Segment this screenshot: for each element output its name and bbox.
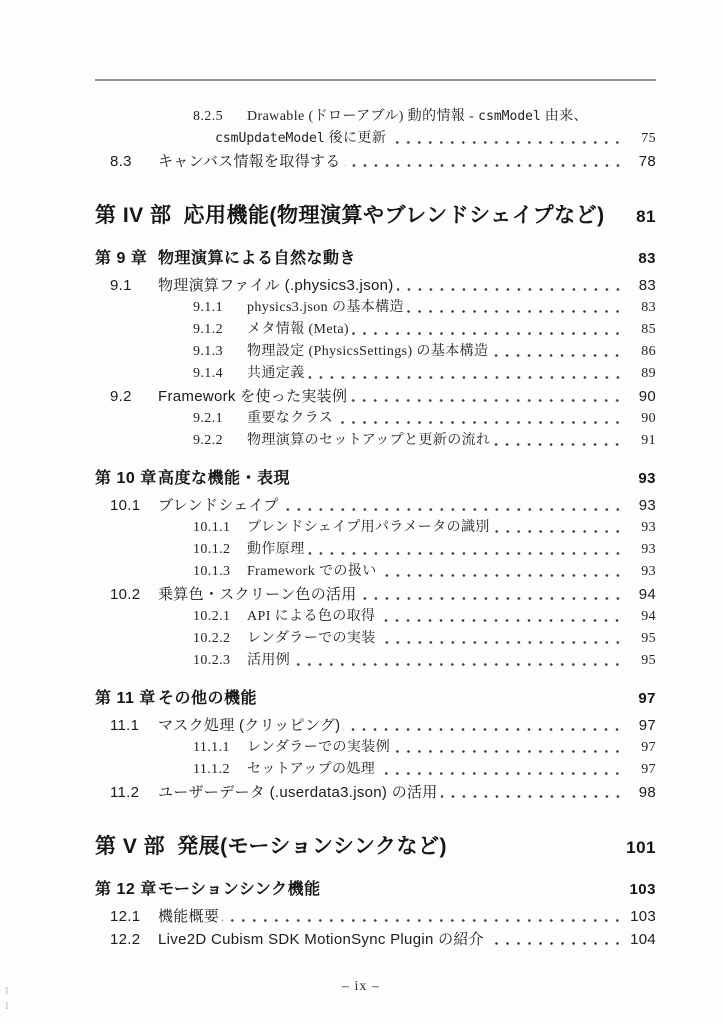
entry-number: 9.1 — [110, 277, 132, 294]
entry-page-number: 85 — [641, 322, 656, 337]
dot-leader — [359, 248, 625, 270]
entry-title: Framework を使った実装例 — [158, 388, 348, 405]
entry-title: レンダラーでの実装 — [247, 631, 376, 646]
entry-page-number: 103 — [630, 908, 656, 925]
entry-page-number: 103 — [629, 881, 656, 898]
toc-entry — [95, 385, 656, 408]
code-text: csmModel — [478, 109, 541, 124]
entry-number: 第 10 章 — [95, 470, 157, 487]
entry-number: 9.1.4 — [193, 366, 223, 381]
entry-title: 物理演算による自然な動き — [158, 250, 357, 267]
entry-number: 11.1.2 — [193, 762, 230, 777]
entry-page-number: 93 — [638, 497, 656, 514]
entry-number: 8.2.5 — [193, 109, 223, 124]
dot-leader — [344, 150, 625, 173]
entry-number: 9.1.1 — [193, 300, 223, 315]
entry-title — [215, 128, 386, 150]
scan-artifact: 1 — [4, 1000, 10, 1012]
entry-page-number: 90 — [638, 388, 656, 405]
toc-entry — [95, 688, 656, 710]
entry-title: ユーザーデータ (.userdata3.json) の活用 — [158, 784, 438, 801]
entry-number: 9.2.1 — [193, 411, 223, 426]
entry-page-number: 89 — [641, 366, 656, 381]
entry-title: 応用機能(物理演算やブレンドシェイプなど) — [183, 204, 605, 227]
entry-title: レンダラーでの実装例 — [247, 740, 391, 755]
entry-number: 11.1 — [110, 717, 140, 734]
dot-leader — [397, 274, 625, 297]
entry-number: 第 11 章 — [95, 690, 156, 707]
plain-text: 後に更新 — [324, 131, 387, 146]
dot-leader — [293, 468, 625, 490]
toc-entry — [95, 408, 656, 430]
toc-entry — [95, 628, 656, 650]
dot-leader — [487, 928, 625, 951]
toc-entry — [95, 341, 656, 363]
dot-leader — [491, 341, 625, 363]
toc-entry — [95, 128, 656, 150]
dot-leader — [336, 408, 625, 430]
entry-title: 重要なクラス — [247, 411, 333, 426]
entry-page-number: 78 — [638, 153, 656, 170]
entry-page-number: 94 — [638, 586, 656, 603]
dot-leader — [493, 517, 625, 539]
entry-title: 発展(モーションシンクなど) — [177, 835, 448, 858]
entry-title: Framework での扱い — [247, 564, 377, 579]
toc-entry — [95, 494, 656, 517]
entry-page-number: 101 — [626, 838, 656, 857]
entry-number: 10.1.2 — [193, 542, 231, 557]
plain-text: 由来、 — [540, 109, 588, 124]
entry-title: physics3.json の基本構造 — [247, 300, 404, 315]
entry-title: マスク処理 (クリッピング) — [158, 717, 341, 734]
entry-page-number: 97 — [638, 690, 656, 707]
toc-entry — [95, 517, 656, 539]
dot-leader — [324, 879, 625, 901]
entry-title: 活用例 — [247, 653, 291, 668]
dot-leader — [260, 688, 625, 710]
toc-entry — [95, 905, 656, 928]
entry-page-number: 95 — [641, 631, 656, 646]
toc-entry — [95, 561, 656, 583]
entry-number: 10.2 — [110, 586, 141, 603]
entry-number: 12.2 — [110, 931, 141, 948]
dot-leader — [343, 714, 625, 737]
dot-leader — [450, 832, 623, 863]
dot-leader — [389, 128, 625, 150]
entry-title: 共通定義 — [247, 366, 305, 381]
header-rule — [95, 79, 656, 81]
entry-title: セットアップの処理 — [247, 762, 376, 777]
entry-number: 12.1 — [110, 908, 141, 925]
toc-entry — [95, 106, 656, 128]
dot-leader — [352, 319, 625, 341]
entry-page-number: 97 — [641, 740, 656, 755]
entry-page-number: 83 — [638, 250, 656, 267]
dot-leader — [378, 606, 625, 628]
toc-entry — [95, 363, 656, 385]
entry-number: 9.2.2 — [193, 433, 223, 448]
page-number-footer: – ix – — [342, 979, 380, 994]
dot-leader — [378, 759, 625, 781]
toc-entry — [95, 650, 656, 672]
toc-entry — [95, 583, 656, 606]
toc-entry — [95, 201, 656, 232]
dot-leader — [380, 561, 625, 583]
entry-page-number: 93 — [641, 520, 656, 535]
entry-title: 物理設定 (PhysicsSettings) の基本構造 — [247, 344, 489, 359]
entry-number: 8.3 — [110, 153, 132, 170]
entry-title: ブレンドシェイプ — [158, 497, 279, 514]
dot-leader — [293, 650, 625, 672]
entry-page-number: 104 — [630, 931, 656, 948]
toc-entry — [95, 274, 656, 297]
entry-page-number: 83 — [641, 300, 656, 315]
entry-number: 9.1.2 — [193, 322, 223, 337]
entry-title: キャンバス情報を取得する — [158, 153, 341, 170]
entry-title: モーションシンク機能 — [158, 881, 321, 898]
entry-number: 9.2 — [110, 388, 132, 405]
entry-title: 機能概要 — [158, 908, 220, 925]
entry-number: 第 12 章 — [95, 881, 157, 898]
dot-leader — [282, 494, 625, 517]
entry-title: メタ情報 (Meta) — [247, 322, 349, 337]
entry-page-number: 83 — [638, 277, 656, 294]
entry-number: 9.1.3 — [193, 344, 223, 359]
entry-page-number: 94 — [641, 609, 656, 624]
entry-page-number: 98 — [638, 784, 656, 801]
dot-leader — [441, 781, 625, 804]
toc-entry — [95, 714, 656, 737]
dot-leader — [360, 583, 625, 606]
dot-leader — [591, 106, 625, 128]
entry-title: 動作原理 — [247, 542, 305, 557]
entry-title: その他の機能 — [158, 690, 258, 707]
dot-leader — [222, 905, 625, 928]
entry-page-number: 95 — [641, 653, 656, 668]
entry-number: 10.1.1 — [193, 520, 231, 535]
dot-leader — [608, 201, 625, 232]
entry-page-number: 93 — [641, 542, 656, 557]
scan-artifact: 1 — [4, 985, 10, 997]
toc-entry — [95, 539, 656, 561]
toc-entry — [95, 468, 656, 490]
entry-number: 11.1.1 — [193, 740, 230, 755]
toc-entry — [95, 297, 656, 319]
entry-page-number: 86 — [641, 344, 656, 359]
entry-page-number: 90 — [641, 411, 656, 426]
entry-number: 10.1.3 — [193, 564, 231, 579]
toc-entry — [95, 319, 656, 341]
entry-title: 高度な機能・表現 — [158, 470, 291, 487]
toc-entry — [95, 737, 656, 759]
entry-title: 物理演算のセットアップと更新の流れ — [247, 433, 491, 448]
entry-number: 第 9 章 — [95, 250, 148, 267]
entry-page-number: 97 — [638, 717, 656, 734]
entry-title: 物理演算ファイル (.physics3.json) — [158, 277, 394, 294]
entry-number: 10.2.2 — [193, 631, 231, 646]
dot-leader — [308, 363, 625, 385]
dot-leader — [493, 430, 625, 452]
dot-leader — [407, 297, 625, 319]
entry-number: 第 IV 部 — [95, 204, 172, 227]
entry-number: 10.1 — [110, 497, 141, 514]
entry-page-number: 91 — [641, 433, 656, 448]
entry-number: 11.2 — [110, 784, 140, 801]
toc-entry — [95, 248, 656, 270]
toc-entry — [95, 928, 656, 951]
entry-page-number: 93 — [641, 564, 656, 579]
toc-entry — [95, 606, 656, 628]
dot-leader — [350, 385, 625, 408]
code-text: csmUpdateModel — [215, 131, 325, 146]
toc-entry — [95, 150, 656, 173]
toc-entry — [95, 832, 656, 863]
plain-text: Drawable (ドローアブル) 動的情報 - — [247, 109, 479, 124]
toc-entry — [95, 781, 656, 804]
entry-title: 乗算色・スクリーン色の活用 — [158, 586, 357, 603]
entry-page-number: 93 — [638, 470, 656, 487]
entry-title — [247, 106, 588, 128]
dot-leader — [393, 737, 625, 759]
entry-title: ブレンドシェイプ用パラメータの識別 — [247, 520, 490, 535]
entry-page-number: 97 — [641, 762, 656, 777]
toc-entry — [95, 759, 656, 781]
toc-entry — [95, 430, 656, 452]
entry-title: API による色の取得 — [247, 609, 376, 624]
dot-leader — [308, 539, 625, 561]
toc-entry — [95, 879, 656, 901]
entry-title: Live2D Cubism SDK MotionSync Plugin の紹介 — [158, 931, 484, 948]
entry-page-number: 75 — [641, 131, 656, 146]
entry-page-number: 81 — [636, 207, 656, 226]
entry-number: 10.2.1 — [193, 609, 231, 624]
entry-number: 10.2.3 — [193, 653, 231, 668]
dot-leader — [379, 628, 625, 650]
table-of-contents — [95, 106, 656, 951]
entry-number: 第 V 部 — [95, 835, 166, 858]
